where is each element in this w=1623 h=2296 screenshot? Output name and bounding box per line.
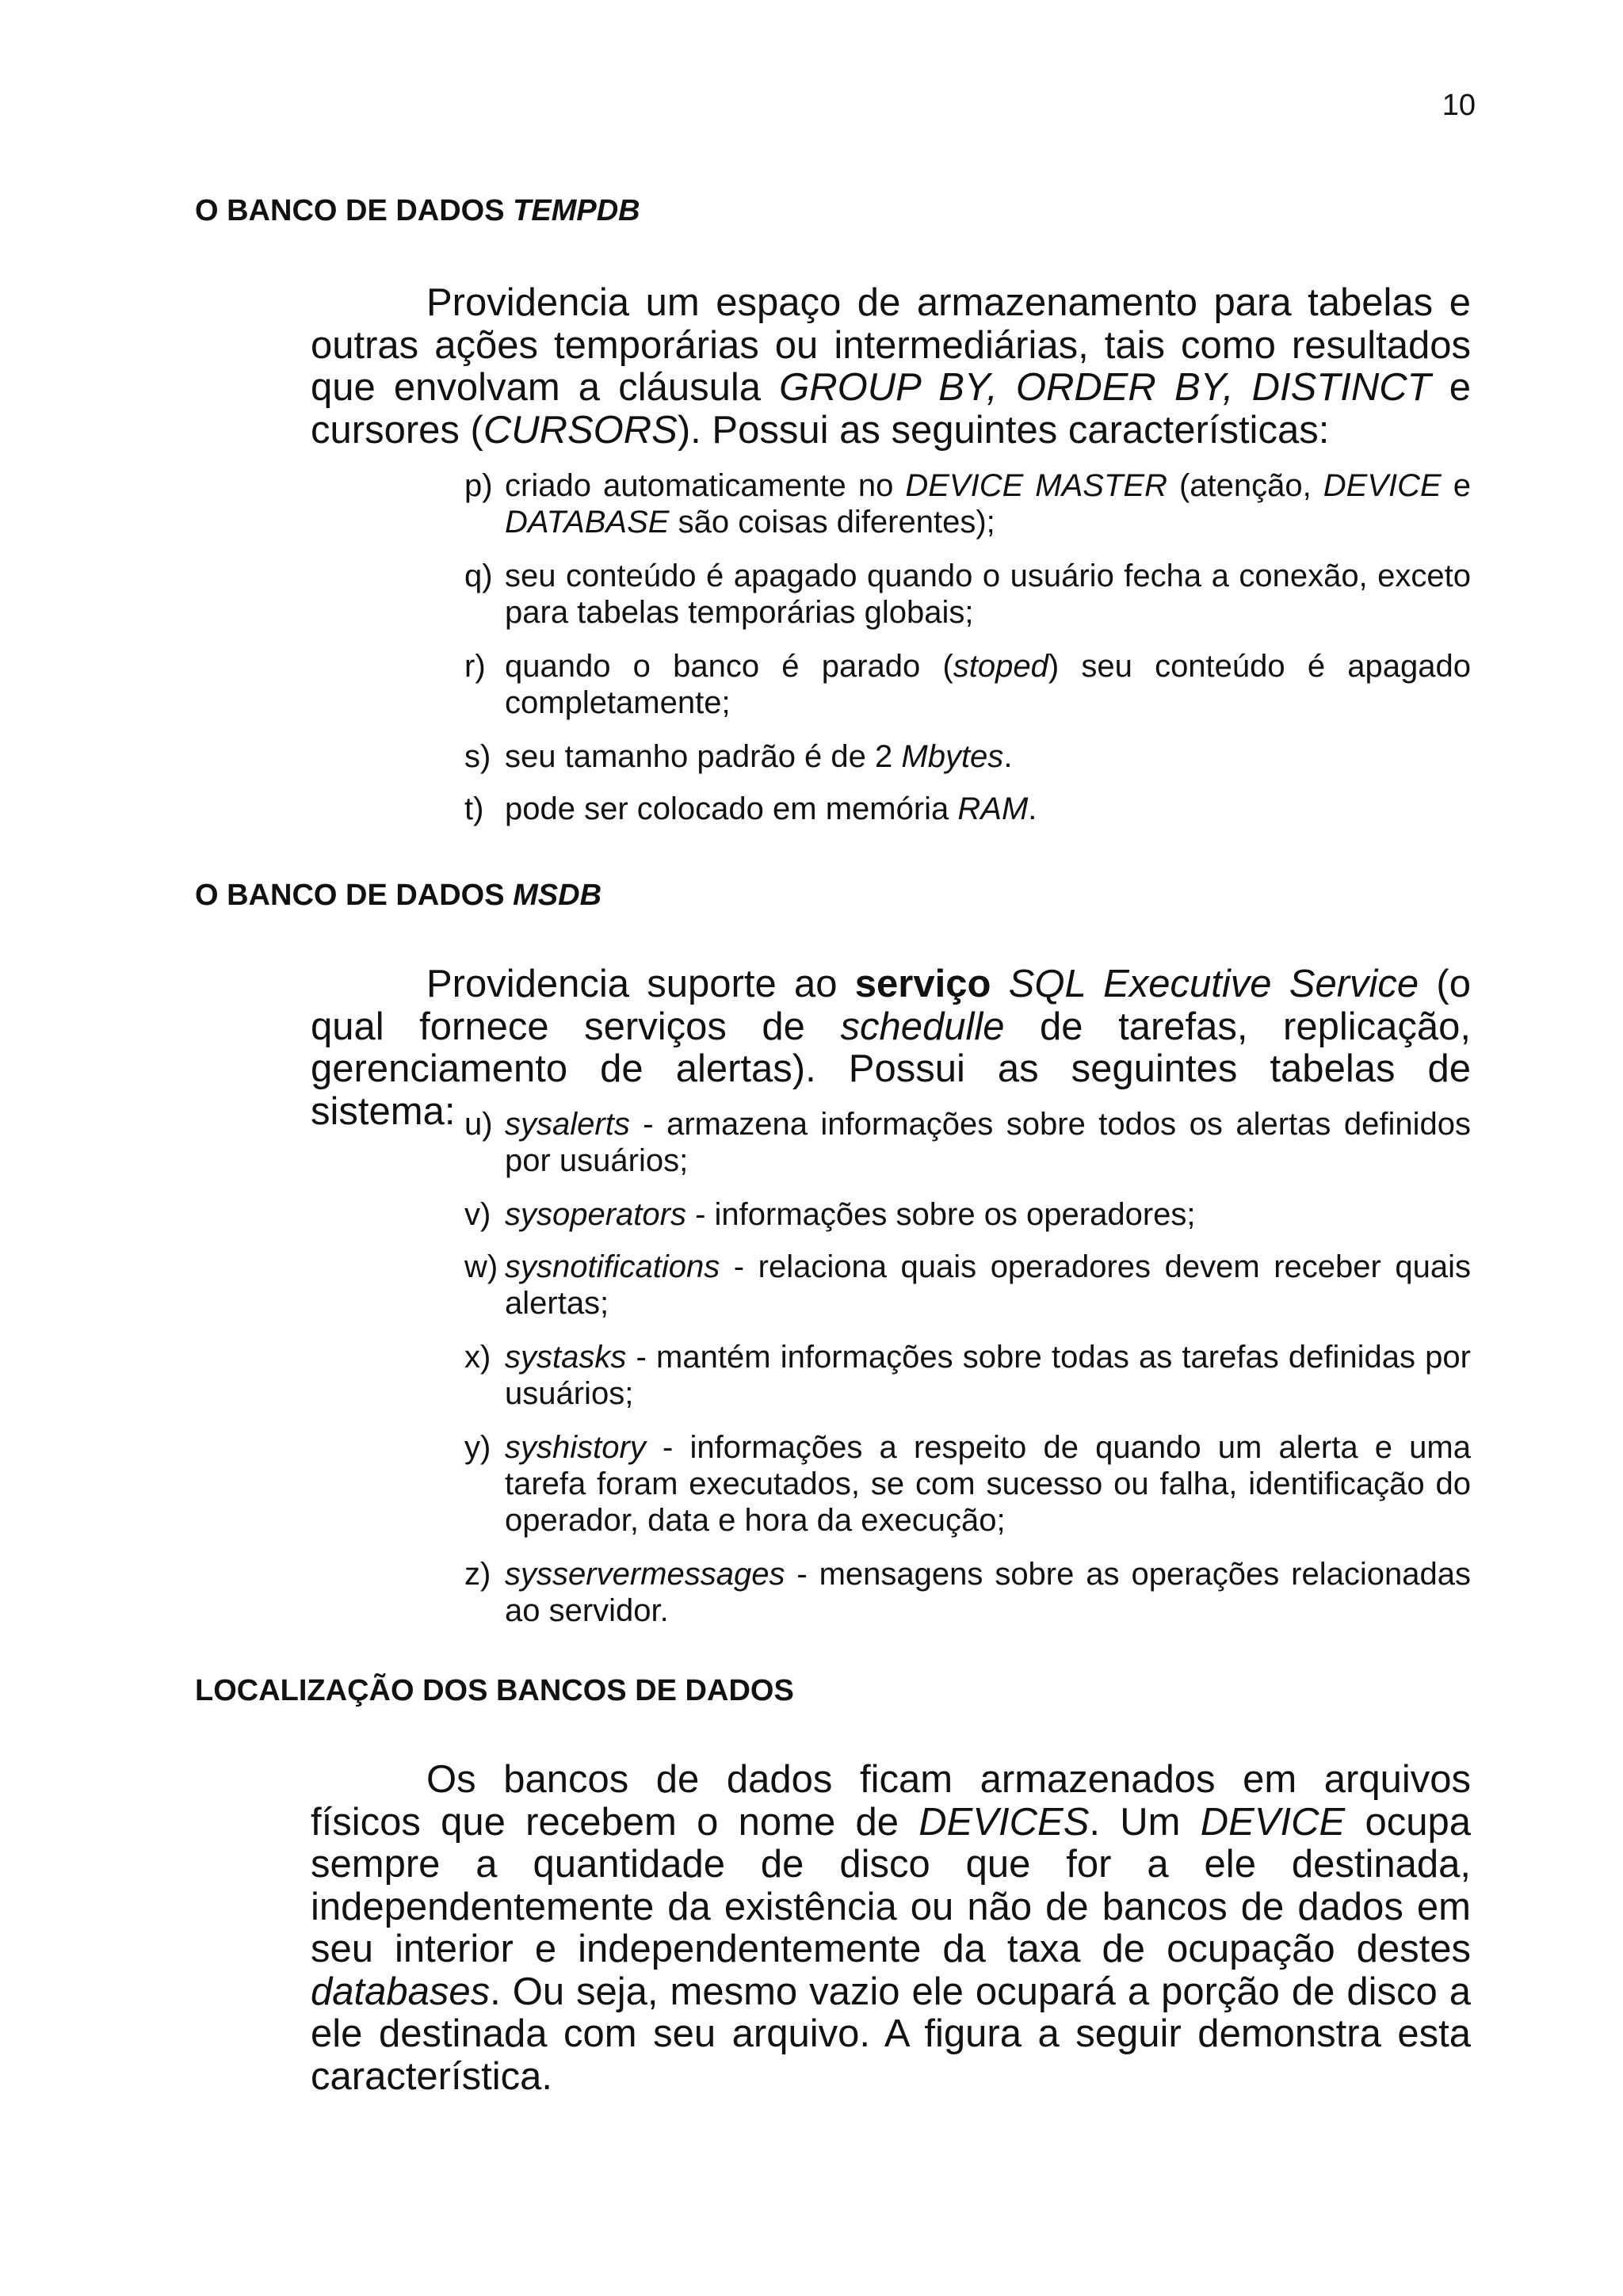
- section-heading-msdb: O BANCO DE DADOS MSDB: [195, 879, 602, 912]
- list-item: u) sysalerts - armazena informações sobre todos os alertas definidos por usuários;: [464, 1107, 1471, 1178]
- list-item: z) sysservermessages - mensagens sobre as operações relacionadas ao servidor.: [464, 1557, 1471, 1628]
- paragraph-msdb: Providencia suporte ao serviço SQL Executive Service (o qual fornece serviços de schedulle de tarefas, replicação, gerenciamento de alertas). Possui as seguintes tabelas de sistema:: [311, 963, 1472, 1133]
- list-item: s) seu tamanho padrão é de 2 Mbytes.: [464, 739, 1013, 774]
- paragraph-tempdb: Providencia um espaço de armazenamento para tabelas e outras ações temporárias ou intermediárias, tais como resultados que envolvam a cláusula GROUP BY, ORDER BY, DISTINCT e cursores (CURSORS). Possui as seguintes características:: [311, 281, 1471, 452]
- msdb-system-tables-list: [464, 1106, 1471, 1629]
- list-item: w) sysnotifications - relaciona quais operadores devem receber quais alertas;: [464, 1249, 1471, 1321]
- section-heading-tempdb: O BANCO DE DADOS TEMPDB: [195, 194, 640, 227]
- section-heading-localizacao: LOCALIZAÇÃO DOS BANCOS DE DADOS: [195, 1674, 794, 1707]
- list-item: y) syshistory - informações a respeito de quando um alerta e uma tarefa foram executados, se com sucesso ou falha, identificação do operador, data e hora da execução;: [464, 1430, 1471, 1538]
- list-item: x) systasks - mantém informações sobre todas as tarefas definidas por usuários;: [464, 1340, 1471, 1411]
- tempdb-characteristics-list: [464, 467, 1471, 827]
- page-number: 10: [1442, 89, 1476, 122]
- list-item: r) quando o banco é parado (stoped) seu conteúdo é apagado completamente;: [464, 649, 1471, 720]
- list-item: p) criado automaticamente no DEVICE MASTER (atenção, DEVICE e DATABASE são coisas diferentes);: [464, 468, 1471, 540]
- list-item: v) sysoperators - informações sobre os operadores;: [464, 1197, 1196, 1232]
- list-item: t) pode ser colocado em memória RAM.: [464, 791, 1037, 826]
- list-item: q) seu conteúdo é apagado quando o usuário fecha a conexão, exceto para tabelas temporárias globais;: [464, 559, 1471, 630]
- paragraph-localizacao: Os bancos de dados ficam armazenados em arquivos físicos que recebem o nome de DEVICES. Um DEVICE ocupa sempre a quantidade de disco que for a ele destinada, independentemente da existência ou não de bancos de dados em seu interior e independentemente da taxa de ocupação destes databases. Ou seja, mesmo vazio ele ocupará a porção de disco a ele destinada com seu arquivo. A figura a seguir demonstra esta característica.: [311, 1758, 1471, 2098]
